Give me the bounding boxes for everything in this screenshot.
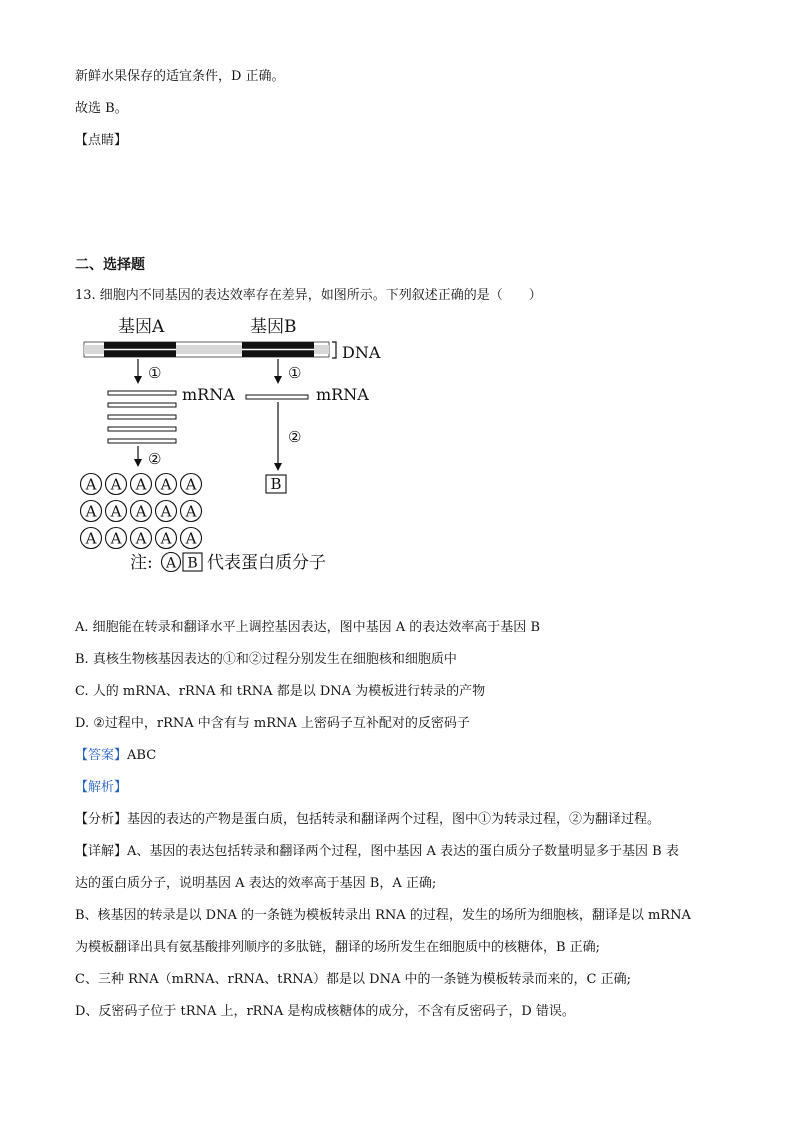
analysis-label: 【解析】 — [75, 780, 128, 795]
step1-label-b: ① — [288, 364, 302, 382]
protein-a-letter: A — [85, 475, 97, 494]
fenxi-text: 【分析】基因的表达的产物是蛋白质，包括转录和翻译两个过程，图中①为转录过程，②为翻译过程。 — [75, 812, 661, 827]
protein-a-grid — [81, 474, 202, 549]
answer-value: ABC — [127, 748, 157, 763]
dna-bracket — [332, 342, 336, 358]
protein-b-box — [266, 475, 286, 493]
transcription-arrow-b — [274, 376, 282, 384]
protein-a-letter: A — [110, 502, 122, 521]
mrna-label-a: mRNA — [182, 385, 235, 404]
note-protein-a-letter: A — [165, 555, 177, 572]
step1-label-a: ① — [148, 364, 162, 382]
protein-a-letter: A — [110, 475, 122, 494]
answer-line — [75, 747, 156, 765]
explain-b-line-1: B、核基因的转录是以 DNA 的一条链为模板转录出 RNA 的过程，发生的场所为细胞核，翻译是以 mRNA — [75, 908, 691, 923]
gene-a-label: 基因A — [118, 317, 165, 337]
prev-answer-line: 新鲜水果保存的适宜条件，D 正确。 — [75, 69, 285, 84]
step2-label-b: ② — [288, 428, 302, 446]
translation-arrow-b — [274, 463, 282, 471]
protein-a-letter: A — [135, 529, 147, 548]
note-protein-b-letter: B — [187, 555, 198, 572]
mrna-stack-a — [108, 391, 176, 443]
protein-a-letter: A — [135, 502, 147, 521]
option-b: B. 真核生物核基因表达的①和②过程分别发生在细胞核和细胞质中 — [75, 652, 457, 667]
transcription-arrow-a — [134, 376, 142, 384]
gene-expression-diagram — [70, 312, 390, 582]
mrna-label-b: mRNA — [316, 385, 369, 404]
explain-b-line-2: 为模板翻译出具有氨基酸排列顺序的多肽链，翻译的场所发生在细胞质中的核糖体，B 正确; — [75, 940, 601, 955]
protein-b-letter: B — [270, 475, 282, 493]
gene-b-label: 基因B — [250, 317, 297, 337]
option-a: A. 细胞能在转录和翻译水平上调控基因表达，图中基因 A 的表达效率高于基因 B — [75, 620, 540, 635]
prev-choice-line: 故选 B。 — [75, 101, 128, 116]
explain-c-line: C、三种 RNA（mRNA、rRNA、tRNA）都是以 DNA 中的一条链为模板转录而来的，C 正确; — [75, 972, 631, 987]
answer-label: 【答案】 — [75, 748, 128, 763]
xiangjie-line-2: 达的蛋白质分子，说明基因 A 表达的效率高于基因 B，A 正确; — [75, 876, 437, 891]
protein-a-letter: A — [160, 502, 172, 521]
protein-a-letter: A — [85, 502, 97, 521]
protein-a-letter: A — [85, 529, 97, 548]
xiangjie-line-1: 【详解】A、基因的表达包括转录和翻译两个过程，图中基因 A 表达的蛋白质分子数量明显多于基因 B 表 — [75, 844, 679, 859]
protein-a-letter: A — [135, 475, 147, 494]
step2-label-a: ② — [148, 450, 162, 468]
mrna-b — [246, 395, 308, 399]
protein-a-letter: A — [160, 529, 172, 548]
section-title: 二、选择题 — [75, 257, 145, 273]
option-c: C. 人的 mRNA、rRNA 和 tRNA 都是以 DNA 为模板进行转录的产物 — [75, 684, 486, 699]
protein-a-letter: A — [185, 475, 197, 494]
dna-strand — [84, 342, 329, 357]
dna-label: DNA — [342, 343, 381, 362]
translation-arrow-a — [134, 459, 142, 467]
explain-d-line: D、反密码子位于 tRNA 上，rRNA 是构成核糖体的成分，不含有反密码子，D 错误。 — [75, 1004, 575, 1019]
question-stem: 13. 细胞内不同基因的表达效率存在差异，如图所示。下列叙述正确的是（ ） — [75, 288, 542, 303]
dianjing-label: 【点睛】 — [75, 133, 128, 148]
protein-a-letter: A — [185, 502, 197, 521]
option-d: D. ②过程中，rRNA 中含有与 mRNA 上密码子互补配对的反密码子 — [75, 716, 470, 731]
protein-a-letter: A — [185, 529, 197, 548]
protein-a-letter: A — [160, 475, 172, 494]
note-prefix: 注: — [130, 553, 153, 573]
note-text: 代表蛋白质分子 — [207, 553, 326, 573]
protein-a-letter: A — [110, 529, 122, 548]
